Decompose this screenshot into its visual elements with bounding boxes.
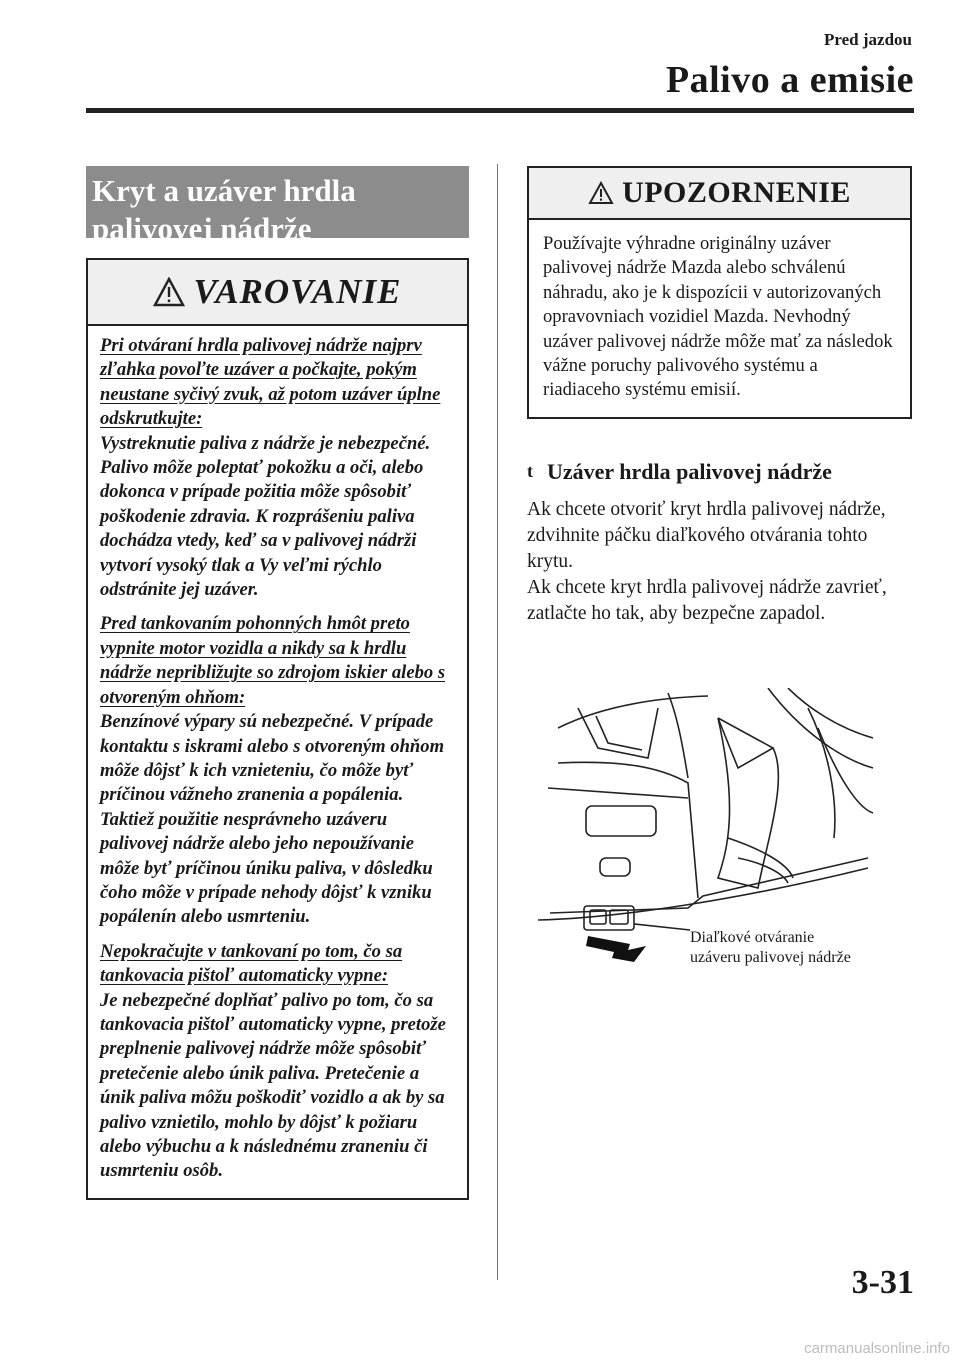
caution-label: UPOZORNENIE <box>622 176 851 209</box>
left-column <box>86 166 469 1200</box>
callout-line-2: uzáveru palivovej nádrže <box>690 949 851 966</box>
warning-body <box>88 326 467 1198</box>
chapter-label: Pred jazdou <box>824 30 912 49</box>
caution-box <box>527 166 912 419</box>
instruction-open: Ak chcete otvoriť kryt hrdla palivovej nádrže, zdvihnite páčku diaľkového otvárania tohto krytu. <box>527 498 886 572</box>
warning-p2-title: Pred tankovaním pohonných hmôt preto vypnite motor vozidla a nikdy sa k hrdlu nádrže nepribližujte so zdrojom iskier alebo s otvoreným ohňom: <box>100 613 446 708</box>
warning-p3-title: Nepokračujte v tankovaní po tom, čo sa tankovacia pištoľ automaticky vypne: <box>100 940 403 987</box>
caution-body: Používajte výhradne originálny uzáver palivovej nádrže Mazda alebo schválenú náhradu, ako je k dispozícii v autorizovaných opravovniach vozidiel Mazda. Nevhodný uzáver palivovej nádrže môže mať za následok vážne poruchy palivového systému a riadiaceho systému emisií. <box>543 233 893 401</box>
callout-line-1: Diaľkové otváranie <box>690 929 815 946</box>
column-divider <box>497 164 498 1280</box>
instruction-close: Ak chcete kryt hrdla palivovej nádrže zavrieť, zatlačte ho tak, aby bezpečne zapadol. <box>527 576 887 624</box>
caution-header <box>529 168 910 220</box>
instructions-text <box>527 497 912 627</box>
header-rule <box>86 108 914 113</box>
right-column <box>527 166 912 627</box>
subsection-title: Uzáver hrdla palivovej nádrže <box>547 458 832 484</box>
subsection-heading <box>527 459 912 485</box>
section-title: Kryt a uzáver hrdla palivovej nádrže <box>86 166 469 238</box>
warning-p2-text: Benzínové výpary sú nebezpečné. V prípade kontaktu s iskrami alebo s otvoreným ohňom môže dôjsť k ich vznieteniu, čo môže byť príčinou vážneho zranenia a popálenia. Taktiež použitie nesprávneho uzáveru palivovej nádrže alebo jeho nepoužívanie môže byť príčinou úniku paliva, v dôsledku čoho môže v prípade nehody dôjsť k vzniku popálenín alebo usmrteniu. <box>100 711 445 928</box>
page-header-title: Palivo a emisie <box>665 59 914 101</box>
figure-callout <box>690 928 851 968</box>
warning-label: VAROVANIE <box>193 272 402 311</box>
caution-triangle-icon <box>588 181 614 205</box>
warning-triangle-icon <box>153 277 185 307</box>
warning-p3-text: Je nebezpečné doplňať palivo po tom, čo sa tankovacia pištoľ automaticky vypne, pretože preplnenie palivovej nádrže môže spôsobiť pretečenie alebo únik paliva. Pretečenie a únik paliva môžu poškodiť vozidlo a ak by sa palivo vznietilo, mohlo by dôjsť k požiaru alebo výbuchu a k následnému zraneniu či usmrteniu osôb. <box>100 989 446 1182</box>
watermark: carmanualsonline.info <box>804 1340 950 1357</box>
warning-box <box>86 258 469 1200</box>
warning-p1-title: Pri otváraní hrdla palivovej nádrže najprv zľahka povoľte uzáver a počkajte, pokým neustane syčivý zvuk, až potom uzáver úplne odskrutkujte: <box>100 335 441 430</box>
page-number: 3-31 <box>851 1264 914 1301</box>
warning-header <box>88 260 467 326</box>
subsection-marker: t <box>527 461 533 482</box>
warning-p1-text: Vystreknutie paliva z nádrže je nebezpečné. Palivo môže poleptať pokožku a oči, alebo dokonca v prípade požitia môže spôsobiť poškodenie zdravia. K rozprášeniu paliva dochádza vtedy, keď sa v palivovej nádrži vytvorí vysoký tlak a Vy veľmi rýchlo odstránite jej uzáver. <box>100 432 431 601</box>
